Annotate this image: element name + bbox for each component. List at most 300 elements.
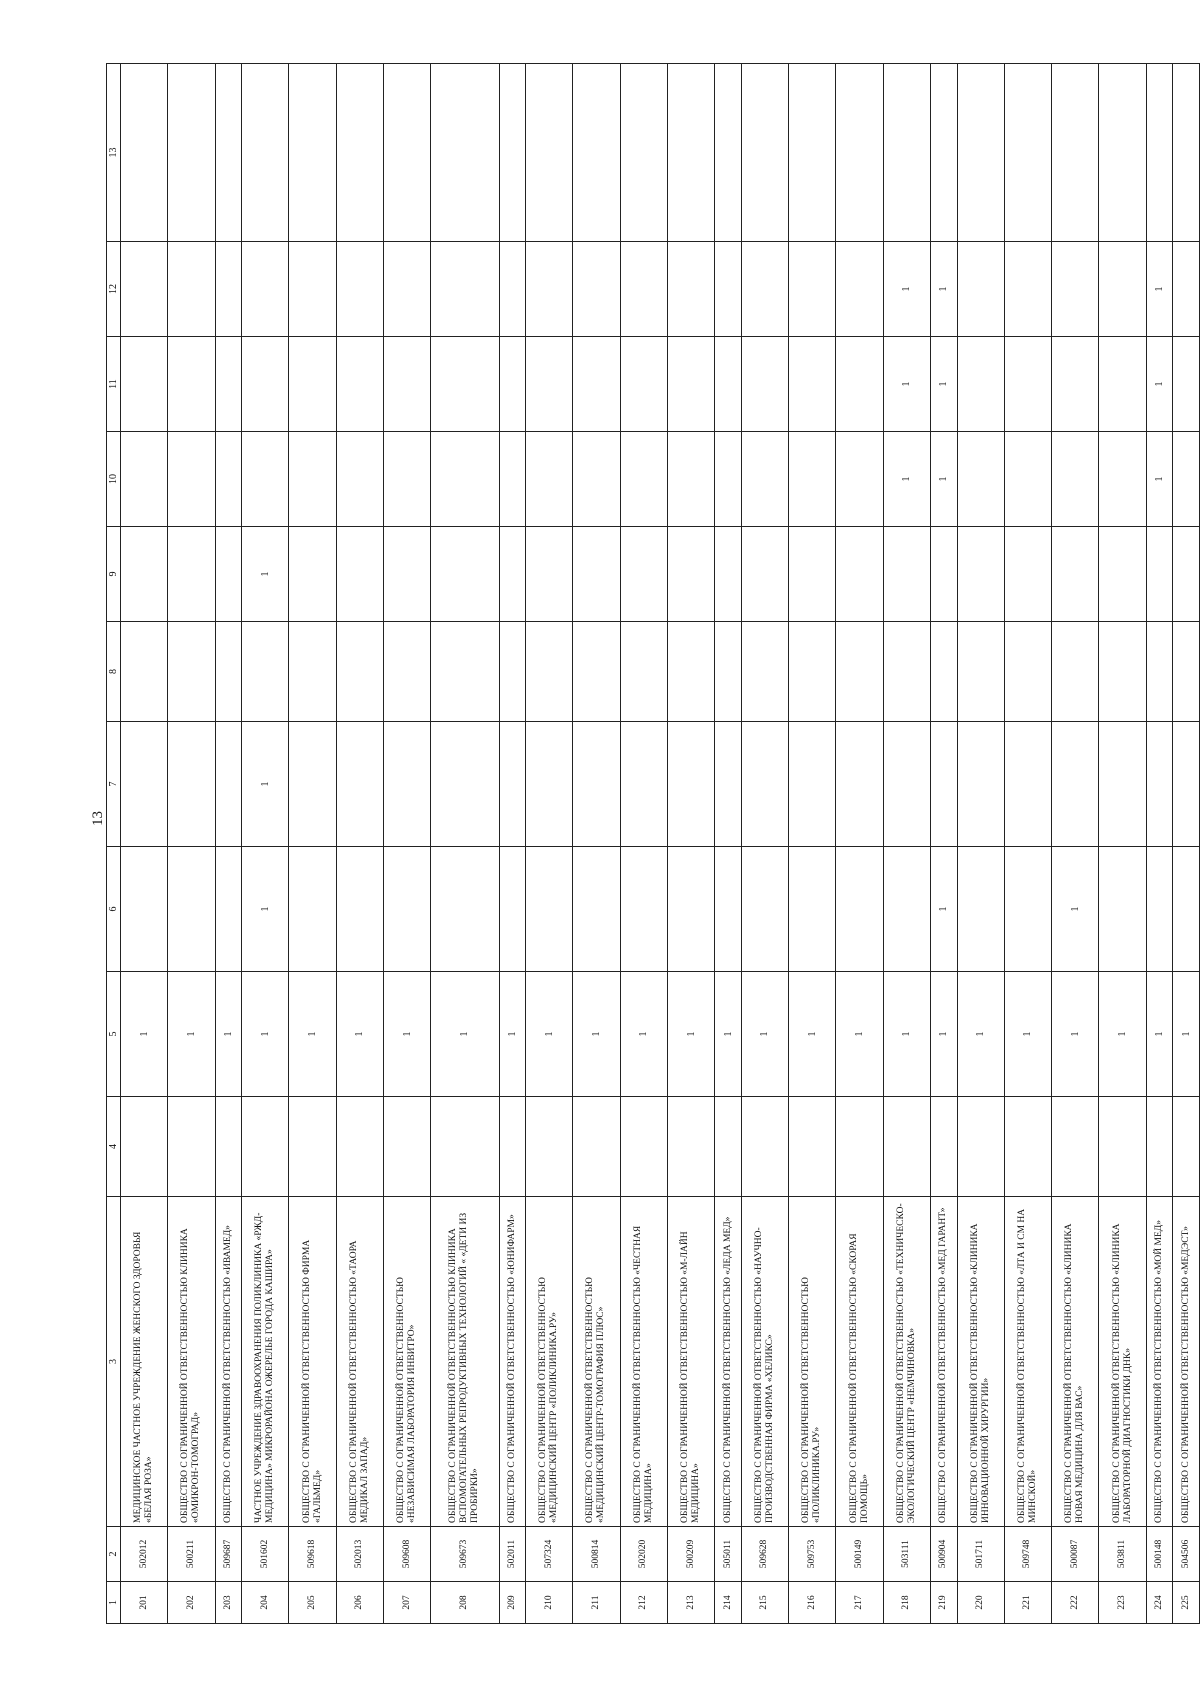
col-10-value: 1 [1146, 432, 1173, 527]
col-11-value: 1 [883, 337, 930, 432]
col-5-value: 1 [242, 972, 289, 1097]
col-12-value [168, 242, 215, 337]
col-11-value [667, 337, 714, 432]
column-number-12: 12 [107, 242, 121, 337]
col-5-value: 1 [1052, 972, 1099, 1097]
col-10-value [1173, 432, 1200, 527]
table-row [431, 64, 499, 1624]
col-4-value [620, 1097, 667, 1197]
col-7-value [526, 722, 573, 847]
col-11-value [741, 337, 788, 432]
col-13-value [573, 64, 620, 242]
organization-name: ОБЩЕСТВО С ОГРАНИЧЕННОЙ ОТВЕТСТВЕННОСТЬЮ «НЕЗАВИСИМАЯ ЛАБОРАТОРИЯ ИНВИТРО» [384, 1197, 431, 1527]
col-4-value [384, 1097, 431, 1197]
col-5-value: 1 [620, 972, 667, 1097]
col-9-value [573, 527, 620, 622]
row-number: 210 [526, 1582, 573, 1624]
col-11-value [431, 337, 499, 432]
col-11-value [242, 337, 289, 432]
organization-name: ОБЩЕСТВО С ОГРАНИЧЕННОЙ ОТВЕТСТВЕННОСТЬЮ КЛИНИКА «ОМИКРОН-ТОМОГРАД» [168, 1197, 215, 1527]
table-row [1099, 64, 1146, 1624]
col-9-value [620, 527, 667, 622]
col-4-value [289, 1097, 336, 1197]
col-8-value [499, 622, 526, 722]
organization-code: 502012 [121, 1527, 168, 1582]
col-4-value [883, 1097, 930, 1197]
page-number: 13 [90, 811, 106, 826]
col-12-value [289, 242, 336, 337]
col-7-value [620, 722, 667, 847]
row-number: 215 [741, 1582, 788, 1624]
col-7-value [1052, 722, 1099, 847]
col-10-value [168, 432, 215, 527]
col-4-value [957, 1097, 1004, 1197]
row-number: 212 [620, 1582, 667, 1624]
row-number: 220 [957, 1582, 1004, 1624]
col-13-value [741, 64, 788, 242]
row-number: 201 [121, 1582, 168, 1624]
col-7-value: 1 [242, 722, 289, 847]
col-4-value [836, 1097, 883, 1197]
col-8-value [741, 622, 788, 722]
col-8-value [957, 622, 1004, 722]
table-row [883, 64, 930, 1624]
column-number-7: 7 [107, 722, 121, 847]
organization-code: 509628 [741, 1527, 788, 1582]
col-6-value: 1 [242, 847, 289, 972]
col-8-value [931, 622, 958, 722]
col-5-value: 1 [215, 972, 242, 1097]
col-13-value [1004, 64, 1051, 242]
col-10-value [620, 432, 667, 527]
col-9-value [215, 527, 242, 622]
column-number-9: 9 [107, 527, 121, 622]
col-6-value [526, 847, 573, 972]
col-6-value [741, 847, 788, 972]
col-7-value [215, 722, 242, 847]
col-11-value [215, 337, 242, 432]
col-12-value [715, 242, 742, 337]
col-11-value: 1 [931, 337, 958, 432]
col-11-value [289, 337, 336, 432]
col-7-value [789, 722, 836, 847]
col-12-value: 1 [931, 242, 958, 337]
col-4-value [1146, 1097, 1173, 1197]
row-number: 205 [289, 1582, 336, 1624]
col-6-value [215, 847, 242, 972]
col-12-value [620, 242, 667, 337]
col-7-value [931, 722, 958, 847]
col-13-value [121, 64, 168, 242]
organization-name: ЧАСТНОЕ УЧРЕЖДЕНИЕ ЗДРАВООХРАНЕНИЯ ПОЛИКЛИНИКА «РЖД-МЕДИЦИНА» МИКРОРАЙОНА ОЖЕРЕЛЬЕ ГОРОДА КАШИРА» [242, 1197, 289, 1527]
organization-name: ОБЩЕСТВО С ОГРАНИЧЕННОЙ ОТВЕТСТВЕННОСТЬЮ «ПОЛИКЛИНИКА.РУ» [789, 1197, 836, 1527]
col-5-value: 1 [289, 972, 336, 1097]
column-number-1: 1 [107, 1582, 121, 1624]
col-9-value [1146, 527, 1173, 622]
col-11-value [121, 337, 168, 432]
col-4-value [1052, 1097, 1099, 1197]
col-7-value [168, 722, 215, 847]
col-12-value [667, 242, 714, 337]
row-number: 207 [384, 1582, 431, 1624]
col-10-value [289, 432, 336, 527]
col-8-value [431, 622, 499, 722]
table-row [1146, 64, 1173, 1624]
col-10-value [1099, 432, 1146, 527]
rotated-table-container [106, 64, 1200, 1624]
col-12-value [1173, 242, 1200, 337]
col-5-value: 1 [1173, 972, 1200, 1097]
col-4-value [499, 1097, 526, 1197]
column-number-8: 8 [107, 622, 121, 722]
organization-name: ОБЩЕСТВО С ОГРАНИЧЕННОЙ ОТВЕТСТВЕННОСТЬЮ «МЕДЭСТ» [1173, 1197, 1200, 1527]
col-4-value [667, 1097, 714, 1197]
col-4-value [931, 1097, 958, 1197]
col-5-value: 1 [336, 972, 383, 1097]
row-number: 223 [1099, 1582, 1146, 1624]
col-13-value [168, 64, 215, 242]
col-7-value [1099, 722, 1146, 847]
col-6-value [957, 847, 1004, 972]
col-12-value [789, 242, 836, 337]
col-6-value [168, 847, 215, 972]
col-11-value [573, 337, 620, 432]
row-number: 209 [499, 1582, 526, 1624]
column-number-3: 3 [107, 1197, 121, 1527]
table-row [1052, 64, 1099, 1624]
col-5-value: 1 [715, 972, 742, 1097]
col-11-value: 1 [1146, 337, 1173, 432]
col-10-value [215, 432, 242, 527]
organization-name: ОБЩЕСТВО С ОГРАНИЧЕННОЙ ОТВЕТСТВЕННОСТЬЮ «ТЕХНИЧЕСКО-ЭКОЛОГИЧЕСКИЙ ЦЕНТР «НЕМЧИНОВКА» [883, 1197, 930, 1527]
col-6-value [620, 847, 667, 972]
organization-name: ОБЩЕСТВО С ОГРАНИЧЕННОЙ ОТВЕТСТВЕННОСТЬЮ «МЕДИЦИНСКИЙ ЦЕНТР-ТОМОГРАФИЯ ПЛЮС» [573, 1197, 620, 1527]
col-11-value [384, 337, 431, 432]
col-12-value [336, 242, 383, 337]
row-number: 211 [573, 1582, 620, 1624]
col-8-value [836, 622, 883, 722]
col-6-value [1004, 847, 1051, 972]
col-12-value [526, 242, 573, 337]
col-8-value [620, 622, 667, 722]
table-row [836, 64, 883, 1624]
col-9-value [667, 527, 714, 622]
organization-code: 500814 [573, 1527, 620, 1582]
col-5-value: 1 [741, 972, 788, 1097]
col-13-value [931, 64, 958, 242]
col-7-value [384, 722, 431, 847]
col-9-value [526, 527, 573, 622]
col-8-value [573, 622, 620, 722]
organization-code: 509618 [289, 1527, 336, 1582]
table-row [168, 64, 215, 1624]
col-5-value: 1 [573, 972, 620, 1097]
col-8-value [1173, 622, 1200, 722]
table-row [289, 64, 336, 1624]
col-12-value: 1 [1146, 242, 1173, 337]
col-6-value [789, 847, 836, 972]
col-6-value [836, 847, 883, 972]
col-7-value [1004, 722, 1051, 847]
col-13-value [499, 64, 526, 242]
col-10-value [526, 432, 573, 527]
col-5-value: 1 [431, 972, 499, 1097]
col-4-value [215, 1097, 242, 1197]
col-13-value [883, 64, 930, 242]
row-number: 221 [1004, 1582, 1051, 1624]
col-7-value [431, 722, 499, 847]
col-9-value [431, 527, 499, 622]
col-10-value [384, 432, 431, 527]
col-10-value [431, 432, 499, 527]
organization-name: ОБЩЕСТВО С ОГРАНИЧЕННОЙ ОТВЕТСТВЕННОСТЬЮ «МОЙ МЕД» [1146, 1197, 1173, 1527]
table-row [620, 64, 667, 1624]
col-13-value [336, 64, 383, 242]
col-8-value [667, 622, 714, 722]
organization-name: ОБЩЕСТВО С ОГРАНИЧЕННОЙ ОТВЕТСТВЕННОСТЬЮ «ЛЕДА МЕД» [715, 1197, 742, 1527]
row-number: 202 [168, 1582, 215, 1624]
organization-code: 500087 [1052, 1527, 1099, 1582]
organization-name: ОБЩЕСТВО С ОГРАНИЧЕННОЙ ОТВЕТСТВЕННОСТЬЮ «ЮНИФАРМ» [499, 1197, 526, 1527]
col-6-value [883, 847, 930, 972]
col-9-value [121, 527, 168, 622]
col-7-value [1146, 722, 1173, 847]
column-number-11: 11 [107, 337, 121, 432]
table-row [121, 64, 168, 1624]
col-9-value [883, 527, 930, 622]
organizations-table [106, 63, 1200, 1624]
col-7-value [715, 722, 742, 847]
organization-name: ОБЩЕСТВО С ОГРАНИЧЕННОЙ ОТВЕТСТВЕННОСТЬЮ «ЛТА И СМ НА МИНСКОЙ» [1004, 1197, 1051, 1527]
col-12-value: 1 [883, 242, 930, 337]
organization-name: ОБЩЕСТВО С ОГРАНИЧЕННОЙ ОТВЕТСТВЕННОСТЬЮ «КЛИНИКА НОВАЯ МЕДИЦИНА ДЛЯ ВАС» [1052, 1197, 1099, 1527]
organization-code: 501711 [957, 1527, 1004, 1582]
col-7-value [573, 722, 620, 847]
col-13-value [715, 64, 742, 242]
row-number: 213 [667, 1582, 714, 1624]
organization-name: ОБЩЕСТВО С ОГРАНИЧЕННОЙ ОТВЕТСТВЕННОСТЬЮ «НАУЧНО-ПРОИЗВОДСТВЕННАЯ ФИРМА «ХЕЛИКС» [741, 1197, 788, 1527]
col-13-value [1052, 64, 1099, 242]
col-6-value [667, 847, 714, 972]
col-9-value [289, 527, 336, 622]
col-4-value [1004, 1097, 1051, 1197]
col-7-value [957, 722, 1004, 847]
col-9-value [836, 527, 883, 622]
col-10-value [957, 432, 1004, 527]
organization-code: 502013 [336, 1527, 383, 1582]
col-4-value [121, 1097, 168, 1197]
col-5-value: 1 [957, 972, 1004, 1097]
col-12-value [836, 242, 883, 337]
col-13-value [1099, 64, 1146, 242]
table-row [384, 64, 431, 1624]
col-13-value [789, 64, 836, 242]
organization-name: ОБЩЕСТВО С ОГРАНИЧЕННОЙ ОТВЕТСТВЕННОСТЬЮ «М-ЛАЙН МЕДИЦИНА» [667, 1197, 714, 1527]
col-8-value [883, 622, 930, 722]
col-11-value [336, 337, 383, 432]
col-13-value [836, 64, 883, 242]
organization-code: 509673 [431, 1527, 499, 1582]
col-13-value [431, 64, 499, 242]
col-8-value [715, 622, 742, 722]
col-9-value [957, 527, 1004, 622]
col-10-value [715, 432, 742, 527]
col-7-value [883, 722, 930, 847]
organization-name: ОБЩЕСТВО С ОГРАНИЧЕННОЙ ОТВЕТСТВЕННОСТЬЮ «КЛИНИКА ИННОВАЦИОННОЙ ХИРУРГИИ» [957, 1197, 1004, 1527]
organization-name: ОБЩЕСТВО С ОГРАНИЧЕННОЙ ОТВЕТСТВЕННОСТЬЮ «КЛИНИКА ЛАБОРАТОРНОЙ ДИАГНОСТИКИ ДНК» [1099, 1197, 1146, 1527]
col-8-value [121, 622, 168, 722]
organization-name: ОБЩЕСТВО С ОГРАНИЧЕННОЙ ОТВЕТСТВЕННОСТЬЮ «ТАОРА МЕДИКАЛ ЗАПАД» [336, 1197, 383, 1527]
col-6-value [289, 847, 336, 972]
col-5-value: 1 [1146, 972, 1173, 1097]
col-5-value: 1 [168, 972, 215, 1097]
table-body [121, 64, 1200, 1624]
col-10-value [1052, 432, 1099, 527]
table-row [1004, 64, 1051, 1624]
organization-name: ОБЩЕСТВО С ОГРАНИЧЕННОЙ ОТВЕТСТВЕННОСТЬЮ «МЕД ГАРАНТ» [931, 1197, 958, 1527]
organization-name: ОБЩЕСТВО С ОГРАНИЧЕННОЙ ОТВЕТСТВЕННОСТЬЮ КЛИНИКА ВСПОМОГАТЕЛЬНЫХ РЕПРОДУКТИВНЫХ ТЕХНОЛОГИЙ « «ДЕТИ ИЗ ПРОБИРКИ» [431, 1197, 499, 1527]
col-5-value: 1 [499, 972, 526, 1097]
col-11-value [1099, 337, 1146, 432]
col-9-value [1052, 527, 1099, 622]
col-5-value: 1 [836, 972, 883, 1097]
col-4-value [1173, 1097, 1200, 1197]
col-11-value [715, 337, 742, 432]
table-row [336, 64, 383, 1624]
col-12-value [573, 242, 620, 337]
col-6-value [1146, 847, 1173, 972]
table-row [789, 64, 836, 1624]
col-11-value [836, 337, 883, 432]
table-row [1173, 64, 1200, 1624]
col-12-value [957, 242, 1004, 337]
col-13-value [620, 64, 667, 242]
col-4-value [242, 1097, 289, 1197]
col-6-value [336, 847, 383, 972]
col-6-value [1173, 847, 1200, 972]
col-13-value [667, 64, 714, 242]
organization-code: 503811 [1099, 1527, 1146, 1582]
col-7-value [741, 722, 788, 847]
col-6-value [573, 847, 620, 972]
col-6-value [715, 847, 742, 972]
organization-name: МЕДИЦИНСКОЕ ЧАСТНОЕ УЧРЕЖДЕНИЕ ЖЕНСКОГО ЗДОРОВЬЯ «БЕЛАЯ РОЗА» [121, 1197, 168, 1527]
col-11-value [789, 337, 836, 432]
table-row [242, 64, 289, 1624]
col-4-value [431, 1097, 499, 1197]
organization-code: 500209 [667, 1527, 714, 1582]
col-13-value [1173, 64, 1200, 242]
row-number: 208 [431, 1582, 499, 1624]
col-8-value [336, 622, 383, 722]
row-number: 206 [336, 1582, 383, 1624]
col-4-value [789, 1097, 836, 1197]
column-number-2: 2 [107, 1527, 121, 1582]
col-5-value: 1 [883, 972, 930, 1097]
col-8-value [789, 622, 836, 722]
col-10-value [1004, 432, 1051, 527]
row-number: 218 [883, 1582, 930, 1624]
row-number: 214 [715, 1582, 742, 1624]
table-row [715, 64, 742, 1624]
col-7-value [499, 722, 526, 847]
col-9-value [1099, 527, 1146, 622]
col-10-value: 1 [931, 432, 958, 527]
row-number: 216 [789, 1582, 836, 1624]
col-13-value [242, 64, 289, 242]
col-7-value [667, 722, 714, 847]
organization-name: ОБЩЕСТВО С ОГРАНИЧЕННОЙ ОТВЕТСТВЕННОСТЬЮ ФИРМА «ГАЛЬМЕД» [289, 1197, 336, 1527]
col-12-value [499, 242, 526, 337]
column-number-5: 5 [107, 972, 121, 1097]
col-9-value [499, 527, 526, 622]
row-number: 225 [1173, 1582, 1200, 1624]
row-number: 203 [215, 1582, 242, 1624]
col-13-value [215, 64, 242, 242]
row-number: 219 [931, 1582, 958, 1624]
col-4-value [715, 1097, 742, 1197]
organization-code: 500211 [168, 1527, 215, 1582]
col-9-value [715, 527, 742, 622]
organization-code: 509687 [215, 1527, 242, 1582]
organization-code: 504506 [1173, 1527, 1200, 1582]
col-4-value [336, 1097, 383, 1197]
column-number-13: 13 [107, 64, 121, 242]
col-10-value [789, 432, 836, 527]
col-12-value [215, 242, 242, 337]
column-number-4: 4 [107, 1097, 121, 1197]
col-7-value [121, 722, 168, 847]
table-row [526, 64, 573, 1624]
col-9-value [1173, 527, 1200, 622]
col-8-value [168, 622, 215, 722]
col-12-value [1052, 242, 1099, 337]
col-5-value: 1 [1099, 972, 1146, 1097]
col-8-value [1004, 622, 1051, 722]
table-row [931, 64, 958, 1624]
column-number-row [107, 64, 121, 1624]
col-13-value [526, 64, 573, 242]
col-8-value [1099, 622, 1146, 722]
col-5-value: 1 [121, 972, 168, 1097]
col-11-value [1173, 337, 1200, 432]
col-12-value [1004, 242, 1051, 337]
col-9-value: 1 [242, 527, 289, 622]
row-number: 222 [1052, 1582, 1099, 1624]
col-12-value [1099, 242, 1146, 337]
col-12-value [431, 242, 499, 337]
col-4-value [526, 1097, 573, 1197]
col-8-value [526, 622, 573, 722]
col-7-value [836, 722, 883, 847]
col-5-value: 1 [931, 972, 958, 1097]
col-11-value [957, 337, 1004, 432]
col-12-value [741, 242, 788, 337]
col-10-value [499, 432, 526, 527]
col-4-value [741, 1097, 788, 1197]
organization-code: 502011 [499, 1527, 526, 1582]
col-4-value [168, 1097, 215, 1197]
col-10-value [667, 432, 714, 527]
organization-name: ОБЩЕСТВО С ОГРАНИЧЕННОЙ ОТВЕТСТВЕННОСТЬЮ «МЕДИЦИНСКИЙ ЦЕНТР «ПОЛИКЛИНИКА.РУ» [526, 1197, 573, 1527]
col-11-value [620, 337, 667, 432]
col-13-value [384, 64, 431, 242]
organization-code: 501602 [242, 1527, 289, 1582]
table-row [573, 64, 620, 1624]
col-4-value [1099, 1097, 1146, 1197]
col-6-value [121, 847, 168, 972]
column-number-10: 10 [107, 432, 121, 527]
